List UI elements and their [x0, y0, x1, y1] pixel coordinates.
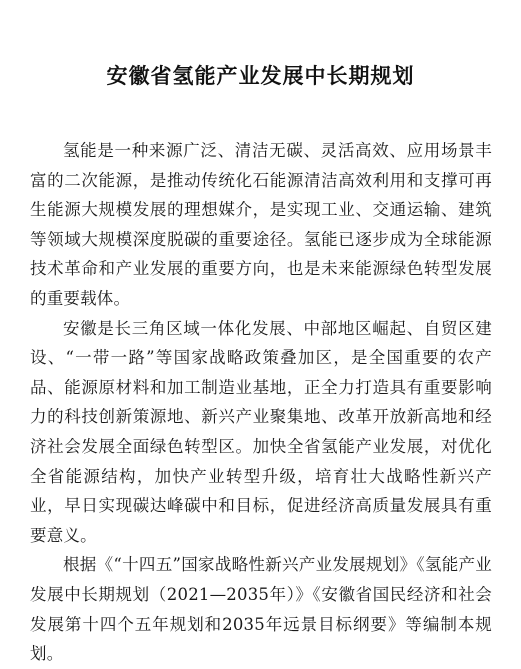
- paragraph: 根据《“十四五”国家战略性新兴产业发展规划》《氢能产业发展中长期规划（2021—2035年）》《安徽省国民经济和社会发展第十四个五年规划和2035年远景目标纲要》等编制本规划。: [30, 555, 492, 664]
- document-title: 安徽省氢能产业发展中长期规划: [106, 64, 415, 88]
- document-body: [30, 136, 492, 669]
- paragraph: 氢能是一种来源广泛、清洁无碳、灵活高效、应用场景丰富的二次能源，是推动传统化石能源清洁高效利用和支撑可再生能源大规模发展的理想媒介，是实现工业、交通运输、建筑等领域大规模深度脱碳的重要途径。氢能已逐步成为全球能源技术革命和产业发展的重要方向，也是未来能源绿色转型发展的重要载体。: [30, 141, 492, 308]
- paragraph: 安徽是长三角区域一体化发展、中部地区崛起、自贸区建设、“一带一路”等国家战略政策叠加区，是全国重要的农产品、能源原材料和加工制造业基地，正全力打造具有重要影响力的科技创新策源地、新兴产业聚集地、改革开放新高地和经济社会发展全面绿色转型区。加快全省氢能产业发展，对优化全省能源结构，加快产业转型升级，培育壮大战略性新兴产业，早日实现碳达峰碳中和目标，促进经济高质量发展具有重要意义。: [30, 318, 492, 545]
